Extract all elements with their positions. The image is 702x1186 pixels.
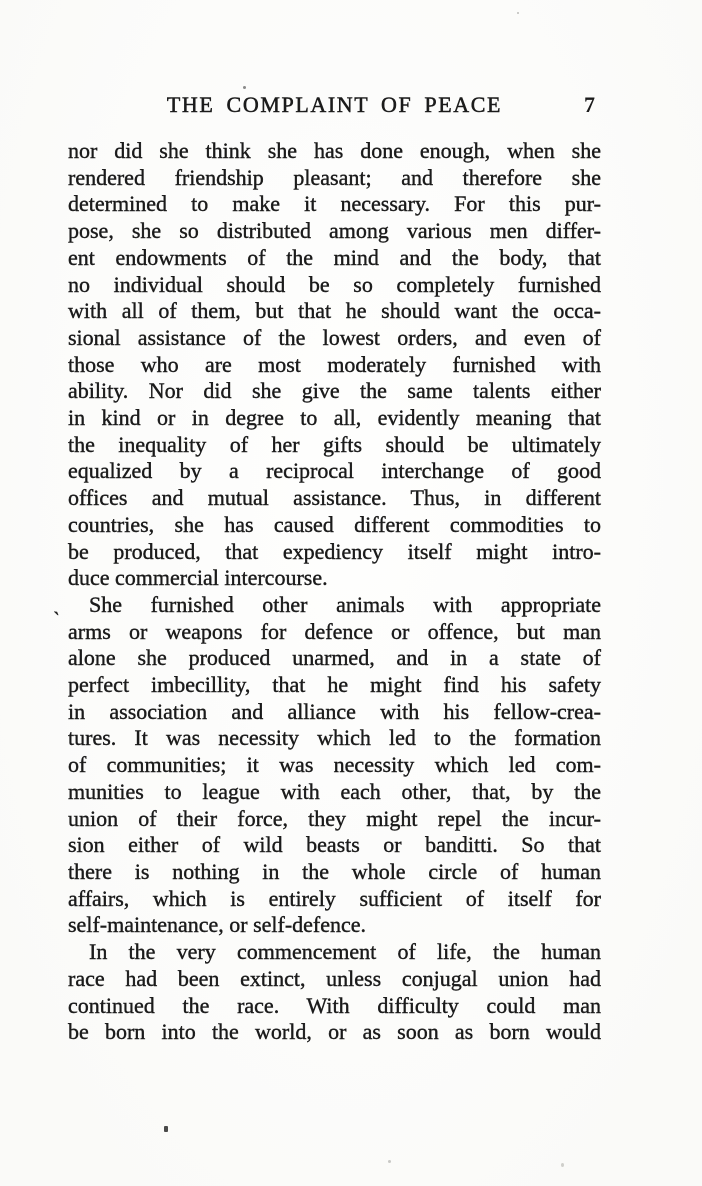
text-line: in kind or in degree to all, evidently meaning that [68, 405, 601, 431]
ink-speck [561, 1163, 564, 1167]
ink-mark: ` [50, 606, 62, 633]
text-line: those who are most moderately furnished with [68, 351, 601, 377]
text-line: rendered friendship pleasant; and therefore she [68, 164, 601, 190]
text-line: nor did she think she has done enough, when she [68, 138, 601, 163]
text-line: in association and alliance with his fellow-crea- [68, 698, 601, 724]
text-line: tures. It was necessity which led to the formation [68, 725, 601, 751]
ink-speck [164, 1126, 168, 1132]
text-line: of communities; it was necessity which led com- [68, 752, 601, 778]
ink-speck [243, 86, 246, 89]
text-line: the inequality of her gifts should be ultimately [68, 431, 601, 457]
text-line: In the very commencement of life, the human [89, 939, 601, 965]
text-line: determined to make it necessary. For this pur- [68, 191, 601, 217]
text-line: equalized by a reciprocal interchange of good [68, 458, 601, 484]
text-line: countries, she has caused different commodities to [68, 511, 601, 537]
text-line: with all of them, but that he should want the occa- [68, 298, 601, 324]
text-line: munities to league with each other, that, by the [68, 778, 601, 804]
text-line: She furnished other animals with appropriate [89, 591, 601, 617]
text-line: perfect imbecillity, that he might find his safety [68, 672, 601, 698]
ink-speck [388, 1160, 391, 1163]
text-line: union of their force, they might repel the incur- [68, 805, 601, 831]
running-header [68, 92, 601, 116]
text-line: race had been extinct, unless conjugal union had [68, 965, 601, 991]
text-line: be produced, that expediency itself might intro- [68, 538, 601, 564]
text-line: continued the race. With difficulty could man [68, 992, 601, 1018]
text-line: no individual should be so completely furnished [68, 271, 601, 297]
text-line: ent endowments of the mind and the body, that [68, 244, 601, 270]
text-line: sion either of wild beasts or banditti. So that [68, 832, 601, 858]
text-line: duce commercial intercourse. [68, 565, 328, 591]
text-line: self-maintenance, or self-defence. [68, 912, 367, 938]
text-line: pose, she so distributed among various men differ- [68, 218, 601, 244]
text-line: sional assistance of the lowest orders, and even of [68, 324, 601, 350]
page-title: THE COMPLAINT OF PEACE [166, 92, 503, 117]
page-number: 7 [584, 92, 595, 117]
text-line: be born into the world, or as soon as born would [68, 1019, 601, 1045]
text-line: there is nothing in the whole circle of human [68, 858, 601, 884]
ink-speck [517, 12, 519, 14]
body-text [68, 138, 601, 1046]
text-line: affairs, which is entirely sufficient of itself for [68, 885, 601, 911]
text-line: offices and mutual assistance. Thus, in different [68, 485, 601, 511]
text-line: ability. Nor did she give the same talents either [68, 378, 601, 404]
text-line: arms or weapons for defence or offence, but man [68, 618, 601, 644]
text-line: alone she produced unarmed, and in a state of [68, 645, 601, 671]
